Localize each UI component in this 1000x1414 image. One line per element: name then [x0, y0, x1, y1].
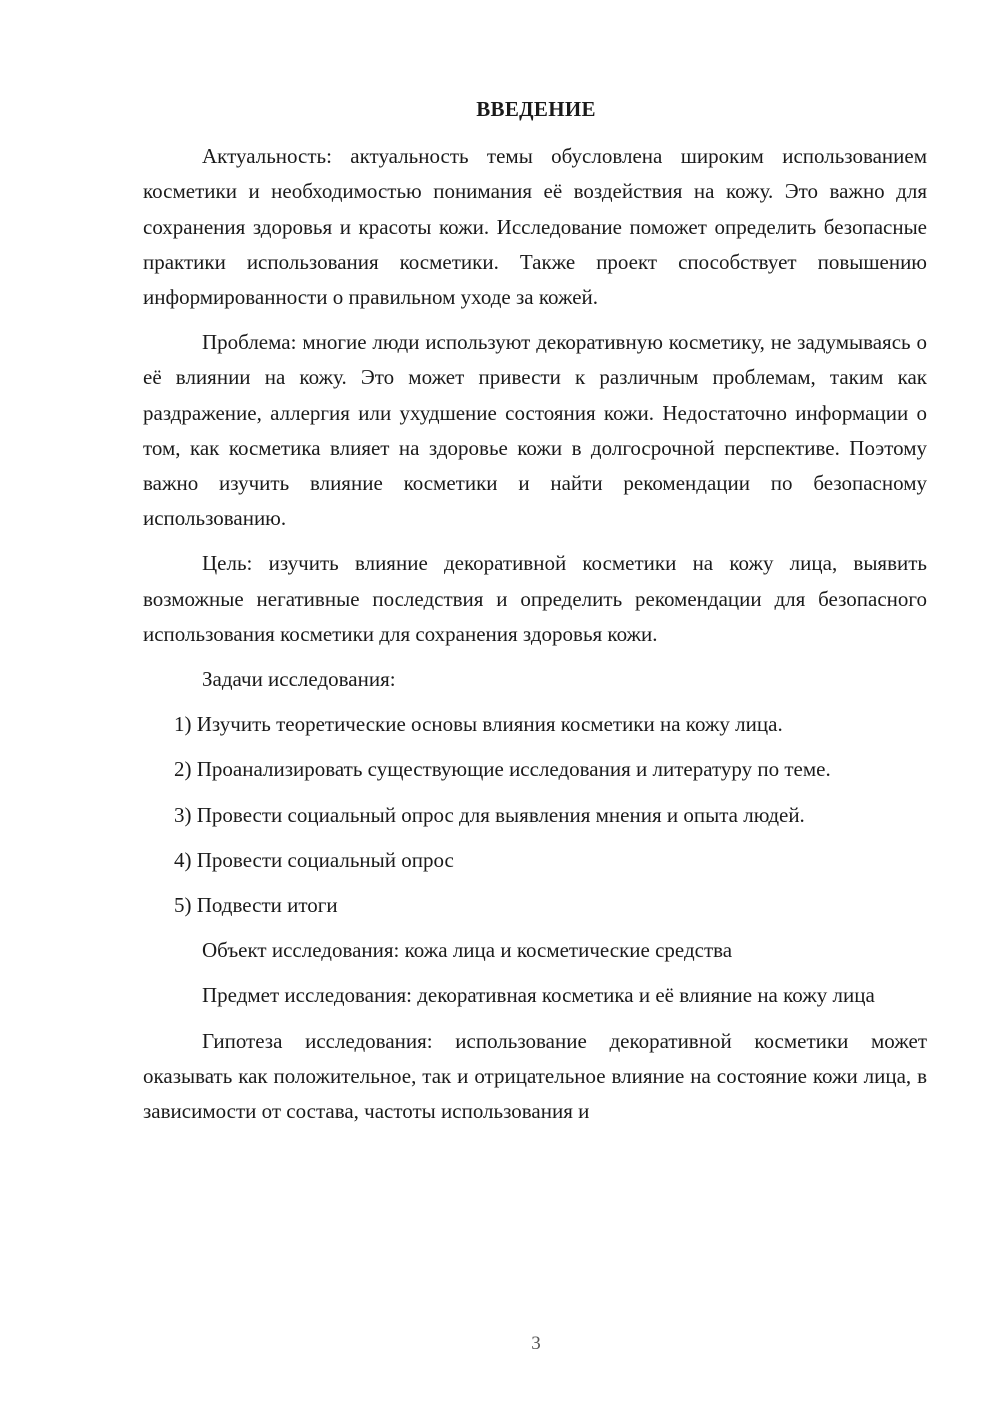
object-paragraph: Объект исследования: кожа лица и косметические средства: [202, 938, 733, 963]
task-item-5: 5) Подвести итоги: [174, 893, 338, 918]
problem-paragraph: Проблема: многие люди используют декоративную косметику, не задумываясь о её влиянии на кожу. Это может привести к различным проблемам, таким как раздражение, аллергия или ухудшение состояния кожи. Недостаточно информации о том, как косметика влияет на здоровье кожи в долгосрочной перспективе. Поэтому важно изучить влияние косметики и найти рекомендации по безопасному использованию.: [143, 330, 927, 531]
subject-paragraph: Предмет исследования: декоративная косметика и её влияние на кожу лица: [202, 983, 875, 1008]
task-item-3: 3) Провести социальный опрос для выявления мнения и опыта людей.: [174, 802, 805, 827]
page-number: 3: [531, 1333, 541, 1354]
relevance-paragraph: Актуальность: актуальность темы обусловлена широким использованием косметики и необходимостью понимания её воздействия на кожу. Это важно для сохранения здоровья и красоты кожи. Исследование поможет определить безопасные практики использования косметики. Также проект способствует повышению информированности о правильном уходе за кожей.: [143, 144, 927, 310]
document-page: [143, 92, 927, 1129]
goal-paragraph: Цель: изучить влияние декоративной косметики на кожу лица, выявить возможные негативные последствия и определить рекомендации для безопасного использования косметики для сохранения здоровья кожи.: [143, 551, 927, 646]
tasks-heading: Задачи исследования:: [202, 667, 396, 692]
task-item-4: 4) Провести социальный опрос: [174, 847, 454, 872]
task-item-2: 2) Проанализировать существующие исследования и литературу по теме.: [174, 757, 831, 782]
task-item-1: 1) Изучить теоретические основы влияния косметики на кожу лица.: [174, 712, 783, 737]
hypothesis-paragraph: Гипотеза исследования: использование декоративной косметики может оказывать как положительное, так и отрицательное влияние на состояние кожи лица, в зависимости от состава, частоты использования и: [143, 1028, 927, 1124]
document-title: ВВЕДЕНИЕ: [476, 97, 596, 121]
